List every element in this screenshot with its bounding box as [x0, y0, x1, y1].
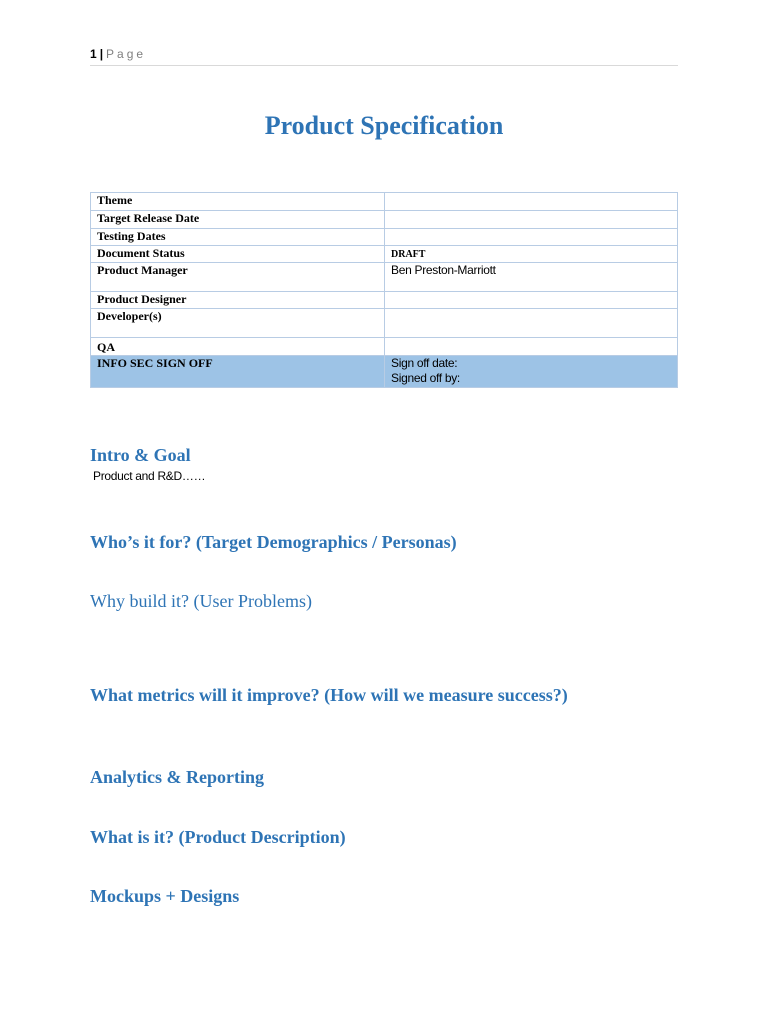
- heading-intro-goal: Intro & Goal: [90, 445, 191, 465]
- intro-goal-text: Product and R&D……: [93, 469, 206, 483]
- sign-off-date-label: Sign off date:: [391, 356, 458, 370]
- table-row-document-status: [91, 246, 678, 263]
- testing-dates-value: [385, 229, 678, 246]
- heading-analytics-reporting: Analytics & Reporting: [90, 767, 264, 787]
- spec-info-table: [90, 192, 678, 388]
- status-badge: DRAFT: [391, 249, 426, 260]
- table-row-product-designer: [91, 292, 678, 309]
- table-row-theme: [91, 193, 678, 211]
- document-status-value: [385, 246, 678, 263]
- product-manager-name: Ben Preston-Marriott: [391, 263, 496, 277]
- qa-value: [385, 338, 678, 356]
- target-release-date-value: [385, 211, 678, 229]
- table-row-qa: [91, 338, 678, 356]
- heading-mockups-designs: Mockups + Designs: [90, 886, 240, 906]
- developers-value: [385, 309, 678, 338]
- qa-label: [91, 338, 385, 356]
- developers-label: Developer(s): [91, 309, 385, 338]
- signed-off-by-label: Signed off by:: [391, 371, 460, 385]
- heading-what-is-it: What is it? (Product Description): [90, 827, 346, 847]
- info-sec-sign-off-value: [385, 356, 678, 388]
- product-manager-value: [385, 263, 678, 292]
- heading-whos-it-for: Who’s it for? (Target Demographics / Personas): [90, 532, 457, 552]
- table-row-target-release-date: [91, 211, 678, 229]
- table-row-developers: [91, 309, 678, 338]
- table-row-testing-dates: [91, 229, 678, 246]
- page-number-separator: |: [99, 47, 104, 61]
- info-sec-sign-off-label: INFO SEC SIGN OFF: [91, 356, 385, 388]
- theme-label: Theme: [91, 193, 385, 211]
- table-row-product-manager: [91, 263, 678, 292]
- product-designer-label: Product Designer: [91, 292, 385, 309]
- heading-why-build-it: Why build it? (User Problems): [90, 591, 312, 611]
- target-release-date-label: Target Release Date: [91, 211, 385, 229]
- page-header: [90, 47, 678, 66]
- product-designer-value: [385, 292, 678, 309]
- page-number: 1: [90, 47, 97, 61]
- page-label: Page: [106, 47, 147, 61]
- theme-value: [385, 193, 678, 211]
- table-row-info-sec-sign-off: [91, 356, 678, 388]
- heading-metrics: What metrics will it improve? (How will we measure success?): [90, 685, 568, 705]
- document-title: Product Specification: [264, 111, 504, 140]
- product-manager-label: Product Manager: [91, 263, 385, 292]
- testing-dates-label: Testing Dates: [91, 229, 385, 246]
- document-status-label: Document Status: [91, 246, 385, 263]
- qa-label-text: QA: [97, 340, 115, 354]
